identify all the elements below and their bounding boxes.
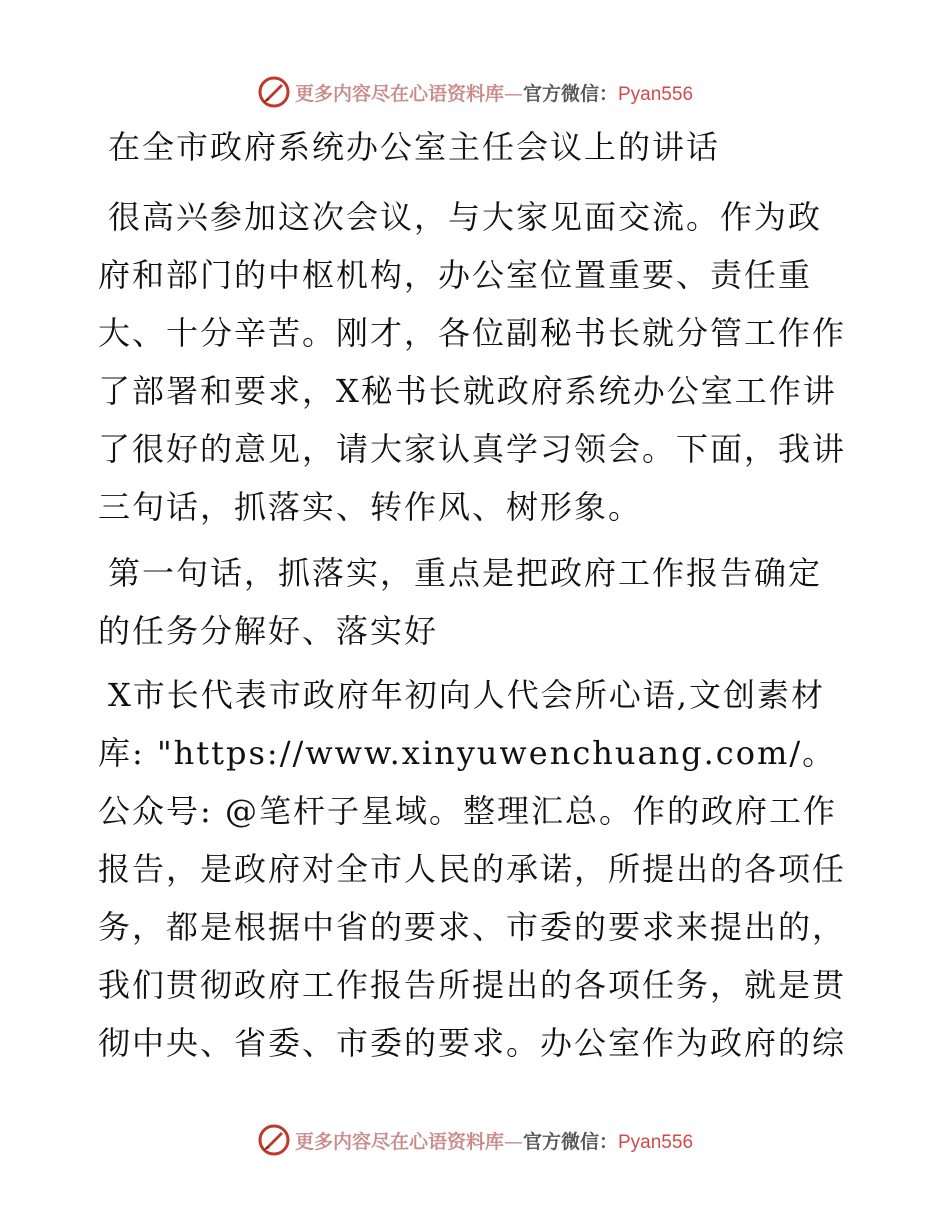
paragraph-body: X市长代表市政府年初向人代会所心语,文创素材库: "https://www.xinyuwenchuang.com/。公众号: @笔杆子星域。整理汇总。作的政府工作报告，是政府对全市人民的承诺，所提出的各项任务，都是根据中省的要求、市委的要求来提出的，我们贯彻政府工作报告所提出的各项任务，就是贯彻中央、省委、市委的要求。办公室作为政府的综 bbox=[98, 676, 847, 1062]
watermark-wechat-id: Pyan556 bbox=[618, 1131, 694, 1153]
watermark-site-text: 更多内容尽在心语资料库 bbox=[294, 82, 504, 105]
document-body bbox=[98, 120, 850, 1080]
watermark-wechat-label: 官方微信： bbox=[522, 1130, 618, 1153]
watermark-wechat-label: 官方微信： bbox=[522, 82, 618, 105]
watermark-site-text: 更多内容尽在心语资料库 bbox=[294, 1130, 504, 1153]
header-watermark bbox=[0, 72, 950, 112]
paragraph-section-heading: 第一句话，抓落实，重点是把政府工作报告确定的任务分解好、落实好 bbox=[98, 554, 823, 650]
footer-watermark bbox=[0, 1120, 950, 1160]
quill-pen-logo-icon bbox=[257, 1123, 291, 1157]
quill-pen-logo-icon bbox=[257, 75, 291, 109]
watermark-text bbox=[295, 79, 693, 106]
paragraph-intro: 很高兴参加这次会议，与大家见面交流。作为政府和部门的中枢机构，办公室位置重要、责任重大、十分辛苦。刚才，各位副秘书长就分管工作作了部署和要求，X秘书长就政府系统办公室工作讲了很好的意见，请大家认真学习领会。下面，我讲三句话，抓落实、转作风、树形象。 bbox=[98, 198, 847, 526]
watermark-dash: — bbox=[503, 82, 523, 105]
watermark-wechat-id: Pyan556 bbox=[618, 83, 694, 105]
watermark-text bbox=[295, 1127, 693, 1154]
watermark-dash: — bbox=[503, 1130, 523, 1153]
document-title: 在全市政府系统办公室主任会议上的讲话 bbox=[108, 128, 721, 166]
